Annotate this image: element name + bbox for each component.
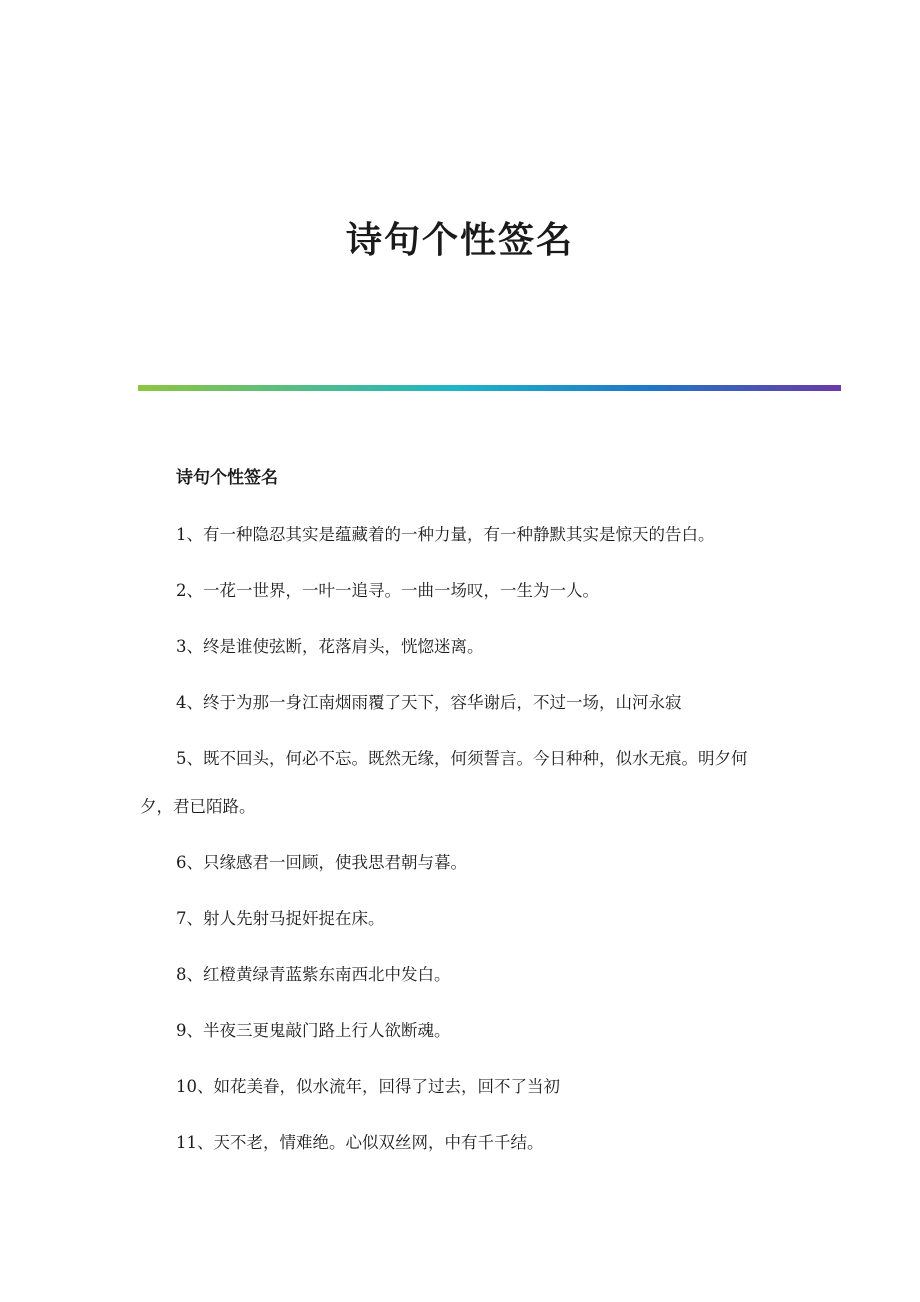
list-item: 6、只缘感君一回顾，使我思君朝与暮。	[176, 853, 467, 872]
list-item: 11、天不老，情难绝。心似双丝网，中有千千结。	[176, 1133, 544, 1152]
list-item: 4、终于为那一身江南烟雨覆了天下，容华谢后，不过一场，山河永寂	[176, 693, 682, 712]
list-item: 2、一花一世界，一叶一追寻。一曲一场叹，一生为一人。	[176, 581, 599, 600]
gradient-divider	[138, 385, 841, 391]
page-title: 诗句个性签名	[345, 219, 574, 261]
list-item: 10、如花美眷，似水流年，回得了过去，回不了当初	[176, 1077, 560, 1096]
list-item: 7、射人先射马捉奸捉在床。	[176, 909, 385, 928]
document-body	[140, 466, 780, 1186]
list-item: 3、终是谁使弦断，花落肩头，恍惚迷离。	[176, 637, 484, 656]
list-item: 1、有一种隐忍其实是蕴藏着的一种力量，有一种静默其实是惊天的告白。	[176, 525, 715, 544]
list-item: 5、既不回头，何必不忘。既然无缘，何须誓言。今日种种，似水无痕。明夕何夕，君已陌路。	[140, 749, 748, 816]
list-item: 9、半夜三更鬼敲门路上行人欲断魂。	[176, 1021, 451, 1040]
list-item: 8、红橙黄绿青蓝紫东南西北中发白。	[176, 965, 451, 984]
section-heading: 诗句个性签名	[176, 468, 278, 488]
